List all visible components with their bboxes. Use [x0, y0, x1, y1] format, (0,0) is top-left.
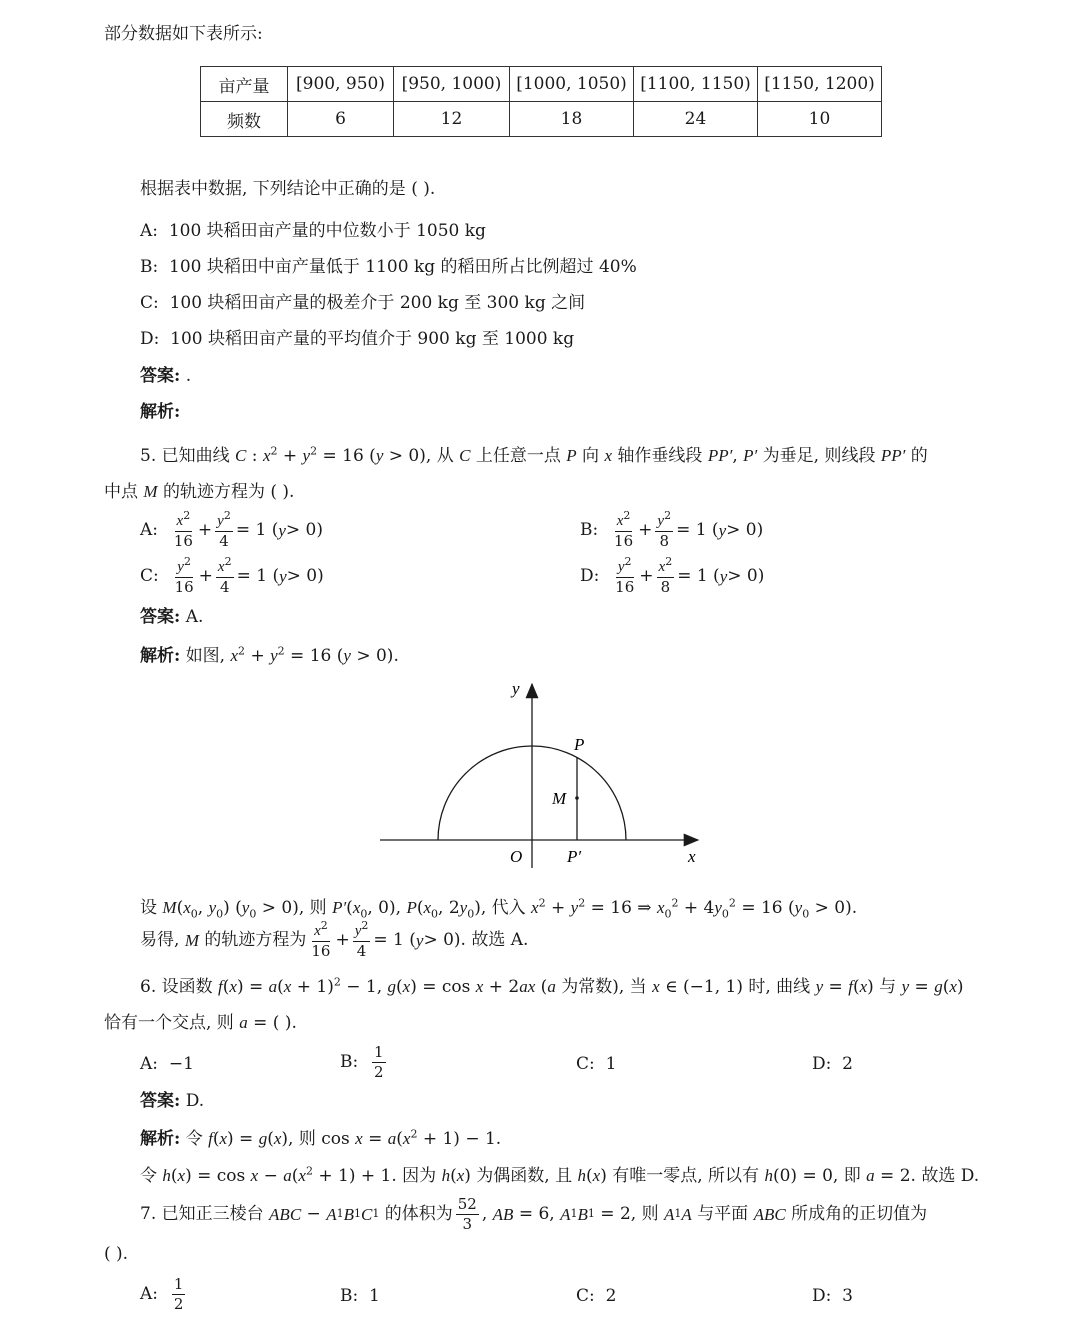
- label-o: O: [510, 847, 523, 866]
- option-c: [140, 295, 585, 312]
- stem-text: 的体积为: [384, 1203, 453, 1224]
- question-6-stem-line1: 6. 设函数 $f(x) = a(x + 1)^2 - 1$, g(x) = cos x + 2ax (a 为常数), 当 x ∈ (−1, 1) 时, 曲线 y = f(x) 与 y = g(x): [140, 975, 964, 997]
- stem-text: 中点: [104, 482, 138, 502]
- option-label: C:: [140, 293, 159, 313]
- option-c: [576, 1056, 616, 1073]
- stem-text: 为垂足, 则线段: [762, 446, 876, 466]
- analysis-label: 解析:: [140, 402, 181, 422]
- option-text: 2: [605, 1286, 617, 1306]
- option-a: [140, 223, 486, 240]
- option-label: C:: [576, 1054, 595, 1074]
- option-label: B:: [140, 257, 159, 277]
- option-a: A: $\frac{x^2}{16}$ + $\frac{y^2}{4}$ = 1 ( y > 0): [140, 509, 323, 550]
- table-cell: 6: [288, 102, 394, 137]
- option-d: D: $\frac{y^2}{16}$ + $\frac{x^2}{8}$ = 1 ( y > 0): [580, 555, 765, 596]
- option-c: C: $\frac{y^2}{16}$ + $\frac{x^2}{4}$ = 1 ( y > 0): [140, 555, 324, 596]
- option-text: 100 块稻田亩产量的极差介于 200 kg 至 300 kg 之间: [169, 293, 586, 313]
- option-b: [140, 259, 637, 276]
- table-row: [201, 67, 882, 102]
- stem-text: 恰有一个交点, 则: [104, 1013, 234, 1033]
- analysis-line: 易得, M 的轨迹方程为 $\frac{x^2}{16}$ + $\frac{y^2}{4}$ = 1 ( y > 0). 故选 A.: [140, 919, 529, 960]
- label-p: P: [574, 735, 585, 754]
- table-cell: [900, 950): [288, 67, 394, 102]
- question-6-stem-line2: 恰有一个交点, 则 a = ( ).: [104, 1013, 297, 1033]
- option-a: [140, 1056, 194, 1073]
- analysis-label: 解析:: [140, 1129, 181, 1149]
- option-label: A:: [140, 1054, 159, 1074]
- option-text: 100 块稻田亩产量的平均值介于 900 kg 至 1000 kg: [170, 329, 575, 349]
- answer-line: [140, 609, 203, 626]
- analysis-text: 易得,: [140, 930, 180, 950]
- option-text: 3: [842, 1286, 853, 1306]
- table-cell: [1150, 1200): [758, 67, 882, 102]
- option-b: [340, 1288, 380, 1305]
- analysis-text: 则: [298, 1129, 316, 1149]
- analysis-label: 解析:: [140, 646, 181, 666]
- option-label: B:: [340, 1051, 359, 1072]
- stem-text: 设函数: [161, 977, 213, 997]
- option-label: A:: [140, 221, 159, 241]
- question-number: 6.: [140, 977, 157, 997]
- analysis-text: 令: [185, 1129, 203, 1149]
- label-x: x: [688, 847, 696, 866]
- option-b: B: $\frac{1}{2}$: [340, 1043, 384, 1081]
- stem-text: 轴作垂线段: [617, 446, 703, 466]
- option-text: 1: [605, 1054, 617, 1074]
- option-text: 100 块稻田中亩产量低于 1100 kg 的稻田所占比例超过 40%: [169, 257, 637, 277]
- question-7-stem-line1: 7. 已知正三棱台 ABC − A 1 B 1 C 1 的体积为 $\frac{52}{3}$ , AB = 6, A 1 B 1 = 2, 则 A 1 A 与平面 ABC 所成角的正切值为: [140, 1195, 928, 1233]
- table-cell: [950, 1000): [394, 67, 510, 102]
- option-d: [812, 1288, 853, 1305]
- option-label: D:: [812, 1286, 832, 1306]
- option-d: [140, 331, 574, 348]
- option-text: 1: [369, 1286, 380, 1306]
- answer-line: [140, 368, 191, 385]
- stem-text: 已知曲线: [161, 446, 230, 466]
- stem-text: 的: [910, 446, 928, 466]
- analysis-line: 令 $h(x) = \cos x - a(x^2 + 1) + 1$. 因为 h(x) 为偶函数, 且 h(x) 有唯一零点, 所以有 h(0) = 0, 即 a = 2. 故选 D.: [140, 1164, 980, 1186]
- stem-text: 向: [582, 446, 600, 466]
- analysis-text: 则: [309, 898, 327, 918]
- option-a: A: $\frac{1}{2}$: [140, 1275, 184, 1313]
- option-label: B:: [580, 520, 599, 540]
- analysis-text: 故选 D.: [921, 1166, 980, 1186]
- option-text: −1: [168, 1054, 194, 1074]
- question-number: 7.: [140, 1203, 157, 1224]
- option-label: A:: [140, 520, 159, 540]
- analysis-text: 如图,: [185, 646, 226, 666]
- label-y: y: [512, 679, 520, 698]
- option-c: [576, 1288, 616, 1305]
- answer-value: A.: [185, 607, 204, 627]
- question-5-stem-line2: 中点 M 的轨迹方程为 ( ).: [104, 482, 295, 502]
- table-header-cell: 亩产量: [201, 67, 288, 102]
- analysis-line: 设 $M(x_0$, $y_0$) $(y_0 > 0)$, 则 $P'(x_0$, 0), $P(x_0$, $2y_0$), 代入 $x^2 + y^2 = 16$ ⇒ $x_0^2 + 4y_0^2 = 16$ $(y_0 > 0)$.: [140, 896, 858, 921]
- analysis-text: 因为: [402, 1166, 437, 1186]
- frequency-table: [200, 66, 882, 137]
- semicircle-figure: [370, 676, 710, 876]
- table-cell: 18: [510, 102, 634, 137]
- analysis-text: 有唯一零点, 所以有: [612, 1166, 760, 1186]
- question-stem: 根据表中数据, 下列结论中正确的是 ( ).: [140, 179, 436, 199]
- point-m: [575, 796, 579, 800]
- option-label: C:: [140, 566, 159, 586]
- stem-text: 则: [641, 1203, 659, 1224]
- analysis-line: 解析: 令 f(x) = g(x), 则 $\cos x = a(x^2 + 1) - 1$.: [140, 1127, 502, 1149]
- analysis-text: 即: [843, 1166, 861, 1186]
- option-b: B: $\frac{x^2}{16}$ + $\frac{y^2}{8}$ = 1 ( y > 0): [580, 509, 764, 550]
- stem-text: 上任意一点: [475, 446, 561, 466]
- table-row: [201, 102, 882, 137]
- label-m: M: [552, 789, 567, 808]
- option-d: [812, 1056, 853, 1073]
- answer-line: [140, 1093, 204, 1110]
- analysis-text: 的轨迹方程为: [204, 930, 307, 950]
- intro-text: 部分数据如下表所示:: [104, 24, 263, 44]
- option-label: D:: [812, 1054, 832, 1074]
- option-text: 2: [842, 1054, 853, 1074]
- stem-text: 的轨迹方程为 ( ).: [162, 482, 295, 502]
- table-cell: 12: [394, 102, 510, 137]
- table-cell: 10: [758, 102, 882, 137]
- analysis-text: 为偶函数, 且: [476, 1166, 573, 1186]
- label-p-prime: P′: [567, 847, 582, 866]
- stem-text: 所成角的正切值为: [791, 1203, 928, 1224]
- table-cell: [1100, 1150): [634, 67, 758, 102]
- option-label: C:: [576, 1286, 595, 1306]
- option-label: D:: [580, 566, 600, 586]
- answer-label: 答案:: [140, 1091, 181, 1111]
- table-cell: [1000, 1050): [510, 67, 634, 102]
- analysis-text: 设: [140, 898, 157, 918]
- answer-label: 答案:: [140, 607, 181, 627]
- option-label: A:: [140, 1283, 159, 1304]
- analysis-line: 解析: 如图, $x^2 + y^2 = 16$ (y > 0).: [140, 644, 399, 666]
- answer-value: D.: [185, 1091, 205, 1111]
- analysis-text: 令: [140, 1166, 157, 1186]
- table-header-cell: 频数: [201, 102, 288, 137]
- analysis-text: 代入: [491, 898, 526, 918]
- stem-text: 时, 曲线: [748, 977, 811, 997]
- stem-text: 为常数), 当: [561, 977, 647, 997]
- option-label: D:: [140, 329, 160, 349]
- stem-text: 与: [879, 977, 897, 997]
- table-cell: 24: [634, 102, 758, 137]
- stem-text: 已知正三棱台: [161, 1203, 264, 1224]
- analysis-text: 故选 A.: [471, 930, 529, 950]
- stem-text: 从: [436, 446, 454, 466]
- question-5-stem-line1: 5. 已知曲线 C : $x^2 + y^2 = 16$ (y > 0), 从 C 上任意一点 P 向 x 轴作垂线段 PP′, P′ 为垂足, 则线段 PP′ 的: [140, 444, 928, 466]
- answer-label: 答案:: [140, 366, 181, 386]
- stem-text: 与平面: [697, 1203, 749, 1224]
- answer-value: .: [185, 366, 192, 386]
- option-text: 100 块稻田亩产量的中位数小于 1050 kg: [168, 221, 486, 241]
- stem-text: ( ).: [272, 1013, 297, 1033]
- question-7-stem-line2: ( ).: [104, 1244, 129, 1264]
- option-label: B:: [340, 1286, 359, 1306]
- question-number: 5.: [140, 446, 157, 466]
